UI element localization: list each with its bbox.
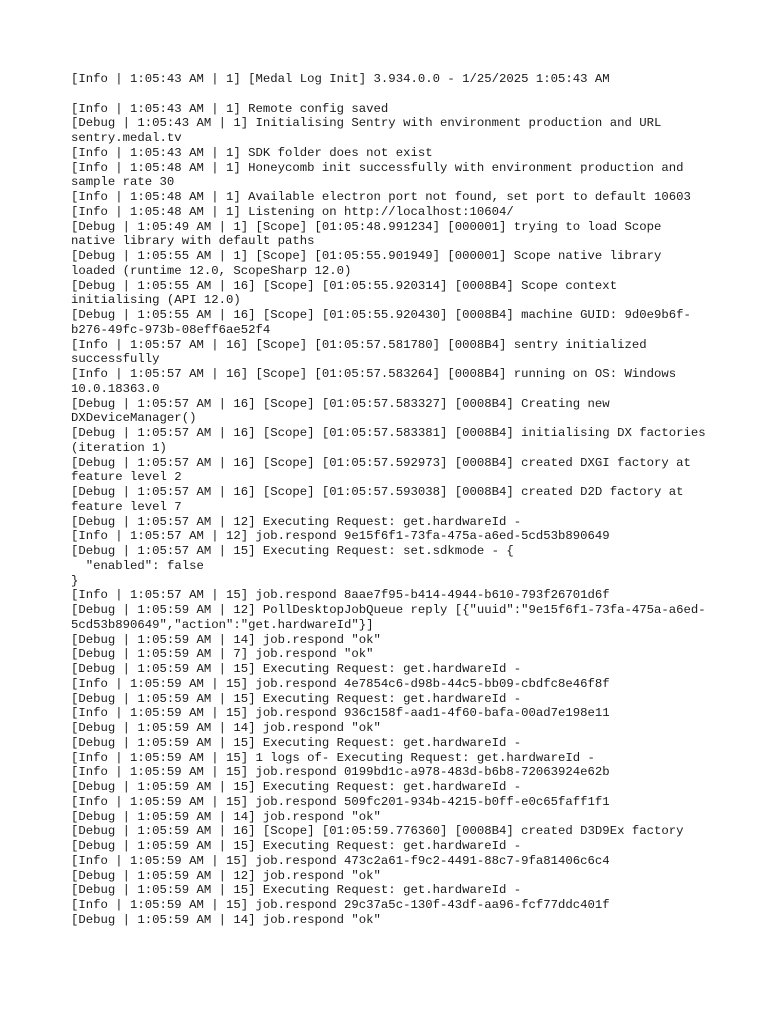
log-line: [Info | 1:05:59 AM | 15] 1 logs of- Executing Request: get.hardwareId -	[71, 750, 595, 765]
log-line: [Info | 1:05:43 AM | 1] [Medal Log Init] 3.934.0.0 - 1/25/2025 1:05:43 AM	[71, 72, 610, 86]
log-line: [Debug | 1:05:59 AM | 15] Executing Request: get.hardwareId -	[71, 691, 522, 706]
log-line: [Info | 1:05:59 AM | 15] job.respond 509fc201-934b-4215-b0ff-e0c65faff1f1	[71, 794, 610, 809]
log-line: [Debug | 1:05:59 AM | 14] job.respond "ok"	[71, 809, 381, 824]
log-text	[71, 72, 714, 928]
log-line: [Debug | 1:05:59 AM | 12] job.respond "ok"	[71, 868, 381, 883]
log-line: [Info | 1:05:59 AM | 15] job.respond 936c158f-aad1-4f60-bafa-00ad7e198e11	[71, 706, 610, 721]
log-line: [Info | 1:05:59 AM | 15] job.respond 4e7854c6-d98b-44c5-bb09-cbdfc8e46f8f	[71, 676, 610, 691]
log-line: [Debug | 1:05:59 AM | 14] job.respond "ok"	[71, 912, 381, 927]
log-line: "enabled": false	[71, 558, 204, 573]
log-line: [Debug | 1:05:57 AM | 16] [Scope] [01:05:57.583381] [0008B4] initialising DX factories (iteration 1)	[71, 426, 714, 455]
log-line: [Info | 1:05:57 AM | 16] [Scope] [01:05:57.581780] [0008B4] sentry initialized successfully	[71, 337, 654, 367]
log-line: [Debug | 1:05:57 AM | 15] Executing Request: set.sdkmode - {	[71, 544, 514, 558]
log-line: [Info | 1:05:43 AM | 1] Remote config saved	[71, 101, 389, 116]
log-line: [Info | 1:05:48 AM | 1] Listening on http://localhost:10604/	[71, 204, 514, 219]
log-line: [Info | 1:05:59 AM | 15] job.respond 29c37a5c-130f-43df-aa96-fcf77ddc401f	[71, 898, 610, 912]
log-line: [Info | 1:05:57 AM | 16] [Scope] [01:05:57.583264] [0008B4] running on OS: Windows 10.0.18363.0	[71, 367, 684, 396]
log-line: [Debug | 1:05:59 AM | 15] Executing Request: get.hardwareId -	[71, 662, 522, 676]
log-line: [Info | 1:05:57 AM | 12] job.respond 9e15f6f1-73fa-475a-a6ed-5cd53b890649	[71, 529, 610, 544]
log-line: [Debug | 1:05:43 AM | 1] Initialising Sentry with environment production and URL sentry.medal.tv	[71, 116, 669, 145]
log-line: [Debug | 1:05:59 AM | 14] job.respond "ok"	[71, 632, 381, 647]
log-line: [Info | 1:05:43 AM | 1] SDK folder does not exist	[71, 145, 433, 160]
log-line: [Debug | 1:05:55 AM | 1] [Scope] [01:05:55.901949] [000001] Scope native library loaded (runtime 12.0, ScopeSharp 12.0)	[71, 249, 669, 278]
log-line: [Debug | 1:05:57 AM | 16] [Scope] [01:05:57.593038] [0008B4] created D2D factory at feature level 7	[71, 485, 691, 514]
log-line: [Debug | 1:05:57 AM | 12] Executing Request: get.hardwareId -	[71, 514, 522, 529]
log-line: [Info | 1:05:48 AM | 1] Honeycomb init successfully with environment production and sample rate 30	[71, 160, 691, 190]
log-line: }	[71, 573, 79, 588]
log-line: [Info | 1:05:59 AM | 15] job.respond 0199bd1c-a978-483d-b6b8-72063924e62b	[71, 765, 610, 780]
log-line: [Debug | 1:05:59 AM | 14] job.respond "ok"	[71, 721, 381, 735]
log-line: [Info | 1:05:48 AM | 1] Available electron port not found, set port to default 10603	[71, 190, 691, 204]
log-line: [Info | 1:05:59 AM | 15] job.respond 473c2a61-f9c2-4491-88c7-9fa81406c6c4	[71, 853, 610, 868]
log-line: [Debug | 1:05:59 AM | 16] [Scope] [01:05:59.776360] [0008B4] created D3D9Ex factory	[71, 824, 684, 839]
log-line: [Debug | 1:05:59 AM | 7] job.respond "ok"	[71, 647, 374, 662]
log-line: [Debug | 1:05:59 AM | 15] Executing Request: get.hardwareId -	[71, 883, 522, 898]
log-line: [Debug | 1:05:59 AM | 15] Executing Request: get.hardwareId -	[71, 780, 522, 794]
log-line: [Debug | 1:05:59 AM | 15] Executing Request: get.hardwareId -	[71, 735, 522, 750]
log-line: [Debug | 1:05:55 AM | 16] [Scope] [01:05:55.920314] [0008B4] Scope context initialising (API 12.0)	[71, 278, 625, 308]
log-line: [Debug | 1:05:59 AM | 15] Executing Request: get.hardwareId -	[71, 839, 522, 853]
log-line: [Debug | 1:05:59 AM | 12] PollDesktopJobQueue reply [{"uuid":"9e15f6f1-73fa-475a-a6ed-5cd53b890649","action":"get.hardwareId"}]	[71, 603, 706, 632]
log-line: [Debug | 1:05:55 AM | 16] [Scope] [01:05:55.920430] [0008B4] machine GUID: 9d0e9b6f-b276-49fc-973b-08eff6ae52f4	[71, 308, 691, 337]
log-line	[71, 87, 711, 102]
log-line: [Debug | 1:05:57 AM | 16] [Scope] [01:05:57.592973] [0008B4] created DXGI factory at feature level 2	[71, 455, 699, 485]
log-line: [Debug | 1:05:57 AM | 16] [Scope] [01:05:57.583327] [0008B4] Creating new DXDeviceManager()	[71, 396, 618, 426]
log-line: [Info | 1:05:57 AM | 15] job.respond 8aae7f95-b414-4944-b610-793f26701d6f	[71, 588, 610, 603]
log-line: [Debug | 1:05:49 AM | 1] [Scope] [01:05:48.991234] [000001] trying to load Scope native library with default paths	[71, 219, 669, 249]
